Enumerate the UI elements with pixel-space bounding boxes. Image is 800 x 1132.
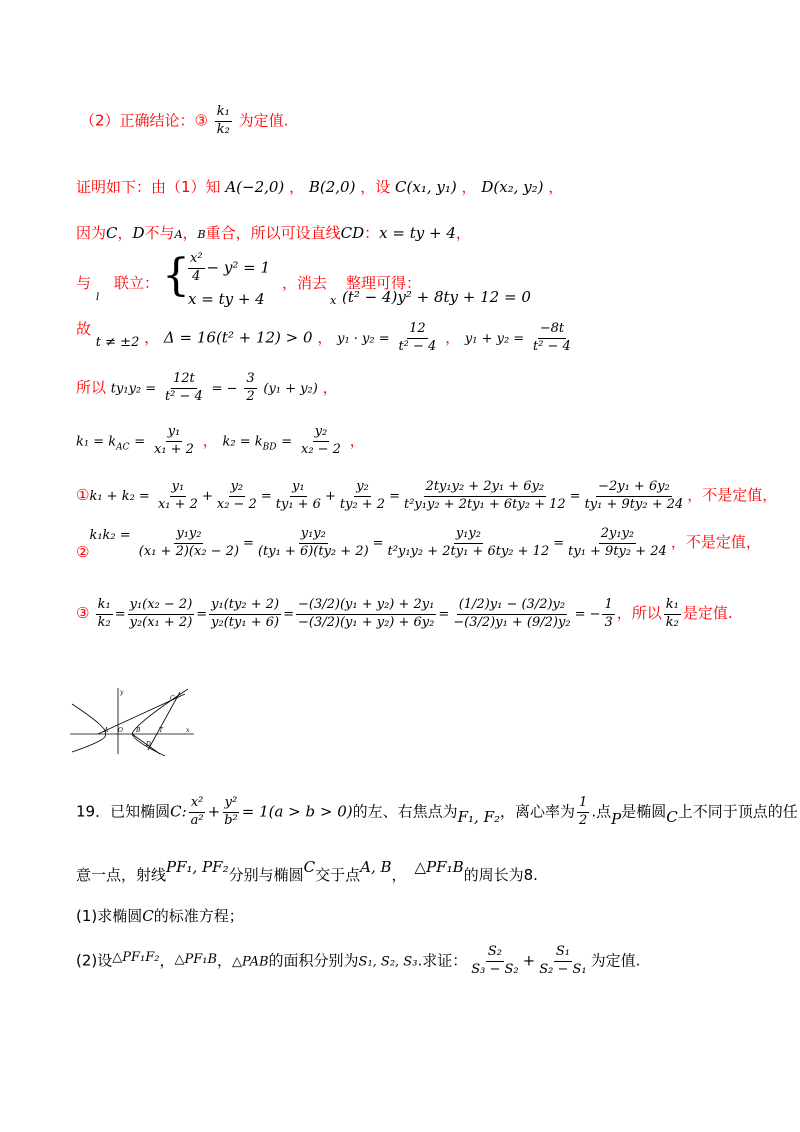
q19-part1 (76, 905, 244, 926)
frac-num: k₁ (96, 598, 113, 615)
triangle-2: △PF₁B (174, 952, 218, 968)
frac-num: (1/2)y₁ − (3/2)y₂ (457, 598, 567, 615)
math-l: l (96, 292, 100, 303)
frac-num: y₁ (170, 480, 187, 497)
part2-frac-den: k₂ (216, 121, 230, 137)
frac-den: y₂(ty₁ + 6) (211, 614, 280, 630)
frac (274, 480, 323, 513)
foci: F₁, F₂ (457, 808, 501, 827)
text: 交于点 (315, 866, 361, 884)
text: 的标准方程； (153, 907, 244, 925)
sub-BD: BD (262, 442, 277, 453)
circled-3: ③ (76, 603, 90, 622)
line-product: ②k₁k₂ = $\frac{\text{y₁y₂}}{\text{(x₁ + 2)(x₂ − 2)}}$ = $\frac{\text{y₁y₂}}{\text{(ty₁ + 6)(ty₂ + 2)}}$ = $\frac{\text{y₁y₂}}{\text{t²y₁y₂ + 2ty₁ + 6ty₂ + 12}}$ = $\frac{\text{2y₁y₂}}{\text{ty₁ + 9ty₂ + 24}}$ ，不是定值， (76, 526, 761, 561)
frac-num: 12t (171, 372, 197, 389)
right-branch (132, 689, 188, 756)
lhs: k₁k₂ = (89, 527, 131, 543)
frac-den: x₂ − 2 (300, 441, 341, 457)
frac (566, 527, 669, 560)
sum-frac (531, 322, 573, 355)
frac-den: t²y₁y₂ + 2ty₁ + 6ty₂ + 12 (387, 543, 550, 559)
frac (469, 945, 520, 978)
text: ，不是定值， (670, 532, 761, 551)
frac-den: t² − 4 (532, 338, 571, 354)
left-branch (72, 704, 106, 752)
line-CD-equation: x = ty + 4 (379, 224, 456, 242)
line-ratio: ③ $\frac{\text{k₁}}{\text{k₂}}$ = $\frac{\text{y₁(x₂ − 2)}}{\text{y₂(x₁ + 2)}}$ = $\frac{\text{y₁(ty₂ + 2)}}{\text{y₂(ty₁ + 6)}}$ = $\frac{\text{−(3/2)(y₁ + y₂) + 2y₁}}{\text{−(3/2)(y₁ + y₂) + 6y₂}}$ = $\frac{\text{(1/2)y₁ − (3/2)y₂}}{\text{−(3/2)y₁ + (9/2)y₂}}$ = − $\frac{1}{3}$ ，所以 $\frac{\text{k₁}}{\text{k₂}}$ 是定值. (76, 597, 733, 630)
quadratic-equation: (t² − 4)y² + 8ty + 12 = 0 (342, 288, 531, 306)
math-CD: CD (340, 224, 365, 242)
frac (96, 598, 113, 631)
text: 因为 (76, 224, 107, 242)
text: ， (182, 224, 198, 242)
text: ， (455, 224, 471, 242)
frac-num: x² (189, 796, 206, 813)
text: ， (322, 378, 338, 397)
math-B: B (197, 228, 206, 241)
frac-num: y₂ (229, 480, 246, 497)
math-A: A (174, 228, 183, 241)
frac (209, 598, 281, 631)
frac-den: k₂ (665, 614, 679, 630)
frac (577, 796, 589, 829)
frac (602, 598, 614, 631)
text: (1)求椭圆 (76, 907, 143, 925)
product-frac (396, 322, 438, 355)
label-C: C (170, 695, 175, 702)
text: ， (349, 431, 365, 450)
text: 分别与椭圆 (228, 866, 304, 884)
text: 上不同于顶点的任 (677, 802, 798, 821)
label-O: O (118, 727, 123, 734)
text: (2)设 (76, 951, 113, 970)
frac-num: 2ty₁y₂ + 2y₁ + 6y₂ (424, 480, 547, 497)
q19-line1 (76, 796, 798, 829)
frac (338, 480, 387, 513)
lhs: k₁ + k₂ = (89, 488, 150, 504)
text: ， (159, 951, 175, 970)
frac (215, 480, 259, 513)
line-therefore (76, 372, 338, 405)
frac-den: 3 (604, 614, 613, 630)
part2-line (80, 105, 288, 138)
text: 重合，所以可设直线 (205, 224, 341, 242)
text: ， (445, 328, 461, 347)
frac-den: t² − 4 (164, 388, 203, 404)
k1-lhs: k₁ = k (76, 434, 117, 450)
text: 所以 (76, 378, 107, 397)
line-slopes (76, 425, 365, 458)
text: 的面积分别为 (268, 951, 359, 970)
line-so (76, 322, 575, 355)
text: 整理可得： (346, 274, 422, 292)
discriminant: Δ = 16(t² + 12) > 0 (163, 328, 313, 347)
frac (222, 796, 240, 829)
frac-num: k₁ (664, 598, 681, 615)
frac-num: y₁ (290, 480, 307, 497)
text: ： (364, 224, 380, 242)
frac-den: ty₁ + 6 (275, 496, 321, 512)
text: ， (217, 951, 233, 970)
sum-lhs: y₁ + y₂ = (464, 331, 525, 347)
proof-line (76, 176, 563, 197)
eq: = (281, 434, 293, 450)
frac-den: −(3/2)y₁ + (9/2)y₂ (453, 614, 571, 630)
frac-num: y₁(ty₂ + 2) (209, 598, 281, 615)
frac (386, 527, 552, 560)
text: 与 (76, 274, 92, 292)
frac-den: (ty₁ + 6)(ty₂ + 2) (257, 543, 369, 559)
frac (244, 372, 256, 405)
frac-den: x₂ − 2 (216, 496, 257, 512)
text: ，不是定值， (687, 485, 778, 504)
math-P: P (611, 810, 622, 829)
frac (189, 796, 206, 829)
text: ，消去 (282, 274, 328, 292)
lhs: ty₁y₂ = (110, 381, 157, 397)
mid: = − (211, 381, 238, 397)
frac (402, 480, 568, 513)
sub-AC: AC (116, 442, 130, 453)
frac-den: 2 (246, 388, 255, 404)
line-because (76, 222, 471, 243)
frac (299, 425, 343, 458)
sep: ， (548, 178, 564, 196)
text: 是椭圆 (621, 802, 667, 821)
frac (137, 527, 241, 560)
part2-tail: 为定值. (238, 111, 289, 130)
ellipse-rest: = 1(a > b > 0) (241, 802, 353, 821)
sep: ， (461, 178, 477, 196)
frac-num: −2y₁ + 6y₂ (596, 480, 672, 497)
text: 联立： (114, 274, 160, 292)
line-CD (148, 692, 180, 750)
frac (451, 598, 572, 631)
frac-den: (x₁ + 2)(x₂ − 2) (138, 543, 240, 559)
math-D: D (132, 224, 145, 242)
frac (152, 425, 196, 458)
circled-2: ② (76, 542, 90, 561)
part2-fraction (215, 105, 232, 138)
k2-lhs: k₂ = k (222, 434, 263, 450)
q19-part2 (76, 945, 640, 978)
frac (296, 598, 436, 631)
triangle-3: △PAB (232, 954, 269, 970)
frac-num: y₂ (354, 480, 371, 497)
frac-num: 1 (577, 796, 589, 813)
product-lhs: y₁ · y₂ = (337, 331, 390, 347)
text: 故 (76, 320, 92, 339)
text: ，所以 (616, 603, 662, 622)
frac-den: 2 (579, 812, 588, 828)
frac-den: t² − 4 (398, 338, 437, 354)
math-C: C (142, 907, 154, 925)
sys-eq1-rest: − y² = 1 (206, 258, 271, 277)
label-y: y (120, 689, 124, 696)
hyperbola-figure (70, 684, 200, 756)
text: .求证： (417, 951, 468, 970)
rays: PF₁, PF₂ (166, 858, 229, 876)
frac (163, 372, 205, 405)
text: ， (391, 866, 407, 884)
frac-num: 2y₁y₂ (599, 527, 636, 544)
math-C: C (106, 224, 118, 242)
plus: + (207, 802, 221, 821)
frac-num: 3 (244, 372, 256, 389)
text: 不与 (144, 224, 175, 242)
label-A: A (104, 727, 109, 734)
frac-num: y₁y₂ (454, 527, 483, 544)
frac (664, 598, 681, 631)
frac-den: k₂ (97, 614, 111, 630)
frac-den: t²y₁y₂ + 2ty₁ + 6ty₂ + 12 (404, 496, 566, 512)
frac (537, 945, 588, 978)
text: 是定值. (682, 603, 733, 622)
frac-den: b² (224, 812, 238, 828)
math-C: C (170, 802, 182, 821)
point-B: B(2,0) (308, 178, 356, 196)
system-brace: { (162, 250, 190, 301)
part2-frac-num: k₁ (215, 105, 232, 122)
label-x: x (186, 727, 190, 734)
text: ， (117, 224, 133, 242)
frac-num: 12 (407, 322, 428, 339)
system-eq2: x = ty + 4 (188, 290, 265, 308)
text: 的左、右焦点为 (352, 802, 458, 821)
point-D: D(x₂, y₂) (481, 178, 544, 196)
frac-num: y₁y₂ (174, 527, 203, 544)
part2-lead: （2）正确结论：③ (80, 111, 208, 130)
result-eq: = − (574, 606, 601, 622)
frac (156, 480, 200, 513)
text: ， (317, 328, 333, 347)
areas: S₁, S₂, S₃ (358, 954, 418, 970)
frac (128, 598, 195, 631)
frac-den: −(3/2)(y₁ + y₂) + 6y₂ (298, 614, 435, 630)
circled-1: ① (76, 485, 90, 504)
frac-num: S₂ (486, 945, 504, 962)
frac-den: y₂(x₁ + 2) (129, 614, 193, 630)
label-B: B (136, 727, 141, 734)
label-D: D (146, 741, 151, 748)
sys-frac-den: 4 (192, 268, 201, 284)
sep: ，设 (360, 178, 391, 196)
text: .点 (591, 802, 612, 821)
points-AB: A, B (360, 858, 392, 876)
eq: = (134, 434, 146, 450)
plus: + (522, 951, 536, 970)
sep: ， (289, 178, 305, 196)
frac-num: y² (223, 796, 240, 813)
rest: (y₁ + y₂) (263, 381, 318, 397)
sys-frac (188, 252, 205, 285)
frac-num: S₁ (554, 945, 572, 962)
frac-num: y₁ (166, 425, 183, 442)
proof-lead: 证明如下：由（1）知 (76, 178, 221, 196)
frac-num: y₂ (313, 425, 330, 442)
frac-num: −8t (538, 322, 566, 339)
text: ， (202, 431, 218, 450)
math-C: C (666, 808, 678, 827)
colon: : (181, 802, 187, 821)
system-eq1 (186, 252, 270, 285)
sys-frac-num: x² (188, 252, 205, 269)
frac-num: 1 (602, 598, 614, 615)
line-sum: ①k₁ + k₂ = $\frac{\text{y₁}}{\text{x₁ + 2}}$ + $\frac{\text{y₂}}{\text{x₂ − 2}}$ = $\frac{\text{y₁}}{\text{ty₁ + 6}}$ + $\frac{\text{y₂}}{\text{ty₂ + 2}}$ = $\frac{\text{2ty₁y₂ + 2y₁ + 6y₂}}{\text{t²y₁y₂ + 2ty₁ + 6ty₂ + 12}}$ = $\frac{\text{−2y₁ + 6y₂}}{\text{ty₁ + 9ty₂ + 24}}$ ，不是定值， (76, 479, 778, 512)
triangle: △PF₁B (414, 858, 464, 876)
frac-den: x₁ + 2 (153, 441, 194, 457)
frac-den: ty₁ + 9ty₂ + 24 (584, 496, 684, 512)
frac-num: y₁y₂ (299, 527, 328, 544)
frac-den: ty₂ + 2 (339, 496, 386, 512)
frac-num: −(3/2)(y₁ + y₂) + 2y₁ (296, 598, 436, 615)
math-x: x (330, 294, 337, 307)
triangle-1: △PF₁F₂ (112, 950, 160, 966)
frac-den: ty₁ + 9ty₂ + 24 (568, 543, 667, 559)
text: 为定值. (590, 951, 641, 970)
frac (583, 480, 686, 513)
frac-num: y₁(x₂ − 2) (128, 598, 195, 615)
frac-den: x₁ + 2 (157, 496, 198, 512)
frac (256, 527, 371, 560)
q19-line2 (76, 856, 538, 884)
point-C: C(x₁, y₁) (395, 178, 457, 196)
point-A: A(−2,0) (225, 178, 285, 196)
text: 的周长为8. (463, 866, 538, 884)
text: 意一点，射线 (76, 866, 167, 884)
text: 19．已知椭圆 (76, 802, 171, 821)
frac-den: S₃ − S₂ (471, 961, 519, 977)
frac-den: S₂ − S₁ (539, 961, 587, 977)
label-T: T (159, 727, 164, 734)
condition-t: t ≠ ±2 (95, 335, 140, 351)
frac-den: a² (190, 812, 204, 828)
text: ， (144, 328, 160, 347)
text: ，离心率为 (500, 802, 576, 821)
math-C: C (303, 858, 316, 876)
